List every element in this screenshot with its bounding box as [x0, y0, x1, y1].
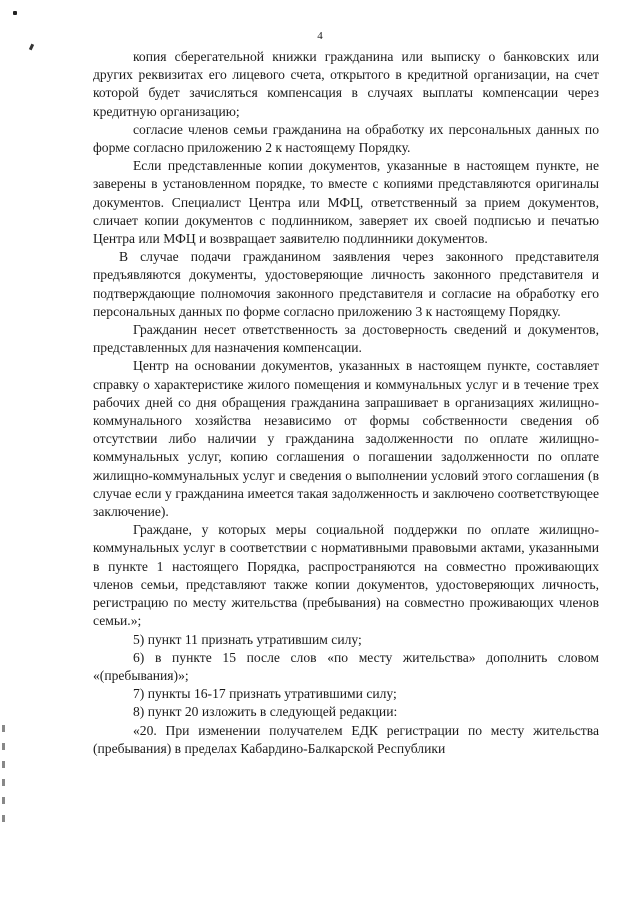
- list-item: 8) пункт 20 изложить в следующей редакции:: [133, 704, 398, 720]
- list-item: 5) пункт 11 признать утратившим силу;: [133, 631, 362, 647]
- paragraph: Гражданин несет ответственность за достоверность сведений и документов, представленных для назначения компенсации.: [93, 322, 599, 356]
- page-number: 4: [317, 30, 323, 42]
- scan-speck-mark: [13, 11, 17, 15]
- paragraph: В случае подачи гражданином заявления через законного представителя предъявляются документы, удостоверяющие личность законного представителя и подтверждающие полномочия законного представителя и согласие на обработку его персональных данных по форме согласно приложению 3 к настоящему Порядку.: [93, 249, 599, 319]
- list-item: 7) пункты 16-17 признать утратившими силу;: [133, 686, 397, 702]
- list-item: 6) в пункте 15 после слов «по месту жительства» дополнить словом «(пребывания)»;: [93, 649, 599, 683]
- scan-speck-mark: [29, 44, 34, 51]
- paragraph: копия сберегательной книжки гражданина или выписку о банковских или других реквизитах его лицевого счета, открытого в кредитной организации, на счет которой будет зачисляться компенсация в случаях выплаты компенсации через кредитную организацию;: [93, 49, 599, 119]
- paragraph: Центр на основании документов, указанных в настоящем пункте, составляет справку о характеристике жилого помещения и коммунальных услуг и в течение трех рабочих дней со дня обращения гражданина запрашивает в организациях жилищно-коммунального хозяйства независимо от формы собственности сведения об отсутствии либо наличии у гражданина задолженности по оплате жилищно-коммунальных услуг, копию соглашения о погашении задолженности по оплате жилищно-коммунальных услуг и сведения о выполнении условий этого соглашения (в случае если у гражданина имеется такая задолженность и заключено соответствующее заключение).: [93, 358, 599, 520]
- paragraph: «20. При изменении получателем ЕДК регистрации по месту жительства (пребывания) в пределах Кабардино-Балкарской Республики: [93, 722, 599, 756]
- paragraph: Если представленные копии документов, указанные в настоящем пункте, не заверены в установленном порядке, то вместе с копиями представляются оригиналы документов. Специалист Центра или МФЦ, ответственный за прием документов, сличает копии документов с подлинником, заверяет их своей подписью и печатью Центра или МФЦ и возвращает заявителю подлинники документов.: [93, 158, 599, 247]
- paragraph: согласие членов семьи гражданина на обработку их персональных данных по форме согласно приложению 2 к настоящему Порядку.: [93, 121, 599, 156]
- binding-edge-marks: [2, 725, 7, 835]
- document-body: [93, 48, 599, 758]
- paragraph: Граждане, у которых меры социальной поддержки по оплате жилищно-коммунальных услуг в соответствии с нормативными правовыми актами, указанными в пункте 1 настоящего Порядка, распространяются на совместно проживающих членов семьи, представляют также копии документов, удостоверяющих личность, регистрацию по месту жительства (пребывания) на совместно проживающих членов семьи.»;: [93, 522, 599, 629]
